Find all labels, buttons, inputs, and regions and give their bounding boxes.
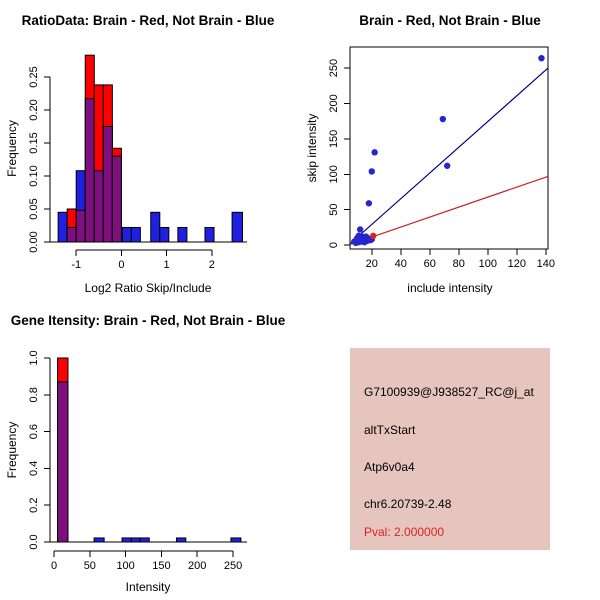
y-tick-label: 0.8 — [28, 387, 40, 403]
y-tick-label: 0.25 — [28, 66, 40, 88]
y-tick-label: 100 — [328, 165, 340, 184]
histogram-bar — [122, 227, 131, 242]
red-line — [350, 176, 548, 244]
data-point-blue — [440, 116, 446, 122]
data-point-blue — [369, 168, 375, 174]
histogram-bar-overlap — [112, 156, 121, 242]
histogram-bar — [58, 212, 67, 242]
probe-id-text: G7100939@J938527_RC@j_at — [364, 385, 534, 399]
x-tick-label: 250 — [223, 560, 243, 572]
chart-title: RatioData: Brain - Red, Not Brain - Blue — [21, 13, 275, 28]
gene-symbol-text: Atp6v0a4 — [364, 460, 415, 474]
y-tick-label: 0.00 — [28, 231, 40, 253]
blue-line — [350, 68, 548, 244]
x-tick-label: -1 — [71, 259, 82, 271]
x-axis-label: Intensity — [125, 580, 171, 594]
y-tick-label: 0.6 — [28, 423, 40, 440]
histogram-bar-overlap — [67, 227, 76, 242]
histogram-bar — [151, 212, 160, 242]
x-tick-label: 200 — [188, 560, 207, 572]
x-axis-label: Log2 Ratio Skip/Include — [84, 281, 212, 295]
y-tick-label: 0.05 — [28, 198, 40, 220]
x-axis-label: include intensity — [407, 281, 493, 295]
y-tick-label: 0.0 — [28, 534, 40, 550]
y-tick-label: 0.4 — [28, 460, 40, 477]
data-point-red — [370, 233, 376, 239]
y-tick-label: 200 — [328, 94, 340, 113]
x-tick-label: 100 — [116, 560, 135, 572]
histogram-bar — [232, 212, 242, 242]
histogram-bar-overlap — [58, 382, 68, 542]
y-tick-label: 0.2 — [28, 497, 40, 513]
histogram-bar — [231, 538, 241, 542]
x-tick-label: 100 — [478, 258, 497, 270]
data-point-blue — [538, 55, 544, 61]
x-tick-label: 40 — [394, 258, 407, 270]
histogram-bar-overlap — [94, 171, 103, 242]
histogram-bar — [122, 538, 131, 542]
histogram-bar — [160, 227, 169, 242]
histogram-bar — [131, 538, 140, 542]
x-tick-label: 0 — [118, 259, 125, 271]
histogram-bar — [140, 538, 149, 542]
y-axis-label: Frequency — [5, 421, 19, 479]
y-tick-label: 0.20 — [28, 99, 40, 121]
y-tick-label: 1.0 — [28, 350, 40, 366]
y-tick-label: 50 — [328, 203, 340, 216]
splice-type-text: altTxStart — [364, 423, 416, 437]
y-tick-label: 250 — [328, 58, 340, 78]
histogram-bar-overlap — [103, 126, 112, 242]
y-tick-label: 0.15 — [28, 132, 40, 154]
data-point-blue — [371, 149, 377, 155]
histogram-bar — [131, 227, 140, 242]
data-point-blue — [363, 233, 369, 239]
ratio-histogram-panel — [0, 0, 300, 300]
histogram-bar — [176, 538, 185, 542]
gene-info-panel — [350, 348, 550, 550]
histogram-bar — [205, 227, 214, 242]
x-tick-label: 140 — [536, 258, 556, 270]
x-tick-label: 120 — [507, 258, 526, 270]
data-point-blue — [444, 163, 450, 169]
y-tick-label: 0 — [328, 241, 340, 249]
x-tick-label: 50 — [83, 560, 96, 572]
chart-title: Gene Itensity: Brain - Red, Not Brain - Blue — [10, 313, 286, 328]
chart-title: Brain - Red, Not Brain - Blue — [359, 13, 541, 28]
y-tick-label: 150 — [328, 129, 340, 149]
x-tick-label: 1 — [163, 259, 170, 271]
x-tick-label: 150 — [152, 560, 171, 572]
intensity-scatter-panel — [300, 0, 600, 300]
x-tick-label: 80 — [452, 258, 465, 270]
histogram-bar — [94, 538, 104, 542]
y-axis-label: Frequency — [5, 120, 19, 177]
gene-intensity-histogram-panel — [0, 300, 300, 600]
histogram-bar-overlap — [76, 210, 85, 242]
locus-text: chr6.20739-2.48 — [364, 497, 452, 511]
data-point-blue — [354, 235, 360, 241]
pval-text: Pval: 2.000000 — [364, 525, 445, 539]
x-tick-label: 60 — [423, 258, 436, 270]
y-axis-label: skip intensity — [305, 113, 319, 183]
histogram-bar — [178, 227, 187, 242]
histogram-bar-overlap — [85, 99, 94, 242]
x-tick-label: 20 — [365, 258, 378, 270]
x-tick-label: 0 — [50, 560, 58, 572]
data-point-blue — [366, 200, 372, 206]
y-tick-label: 0.10 — [28, 165, 40, 187]
data-point-blue — [357, 226, 363, 232]
x-tick-label: 2 — [208, 259, 215, 271]
